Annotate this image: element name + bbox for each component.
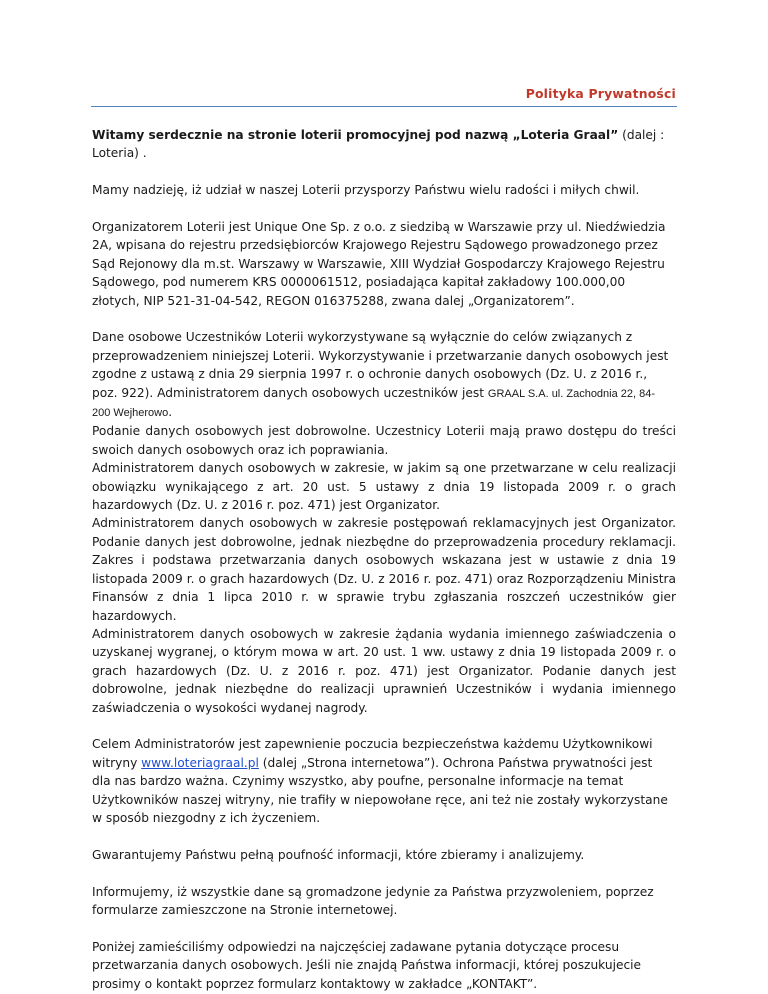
data-admin-address-cont: 200 Wejherowo <box>92 407 169 420</box>
goal-line: Celem Administratorów jest zapewnienie poczucia bezpieczeństwa każdemu Użytkownikowi <box>92 737 653 752</box>
header-divider <box>91 106 677 107</box>
intro-rest-text: (dalej : Loteria) . <box>92 128 665 161</box>
faq-line: prosimy o kontakt poprzez formularz kontaktowy w zakładce „KONTAKT”. <box>92 976 538 991</box>
faq-paragraph <box>92 938 676 993</box>
data-usage-line: zgodne z ustawą z dnia 29 sierpnia 1997 r. o ochronie danych osobowych (Dz. U. z 2016 r., <box>92 367 648 382</box>
document-body <box>92 120 676 993</box>
intro-paragraph <box>92 126 676 163</box>
data-usage-paragraph <box>92 328 676 422</box>
organizer-line: Organizatorem Loterii jest Unique One Sp. z o.o. z siedzibą w Warszawie przy ul. Niedźwiedzia <box>92 220 666 234</box>
data-usage-end: . <box>168 405 173 420</box>
page-title: Polityka Prywatności <box>525 86 676 101</box>
voluntary-paragraph: Podanie danych osobowych jest dobrowolne. Uczestnicy Loterii mają prawo dostępu do treści swoich danych osobowych oraz ich poprawiania. <box>92 424 676 457</box>
data-usage-line: Dane osobowe Uczestników Loterii wykorzystywane są wyłącznie do celów związanych z <box>92 330 633 345</box>
data-admin-address: GRAAL S.A. ul. Zachodnia 22, 84- <box>487 387 656 400</box>
goal-paragraph <box>92 735 676 827</box>
goal-line-suffix: (dalej „Strona internetowa”). Ochrona Państwa prywatności jest <box>258 755 653 770</box>
faq-line: przetwarzania danych osobowych. Jeśli nie znajdą Państwa informacji, której poszukujecie <box>92 958 642 973</box>
guarantee-paragraph: Gwarantujemy Państwu pełną poufność informacji, które zbieramy i analizujemy. <box>92 847 585 862</box>
admin-prize-paragraph: Administratorem danych osobowych w zakresie, w jakim są one przetwarzane w celu realizacji obowiązku wynikającego z art. 20 ust. 5 ustawy z dnia 19 listopada 2009 r. o grach hazardowych (Dz. U. z 2016 r. poz. 471) jest Organizator. <box>92 461 676 513</box>
admin-certificate-paragraph: Administratorem danych osobowych w zakresie żądania wydania imiennego zaświadczenia o uzyskanej wygranej, o którym mowa w art. 20 ust. 1 ww. ustawy z dnia 19 listopada 2009 r. o grach hazardowych (Dz. U. z 2016 r. poz. 471) jest Organizator. Podanie danych jest dobrowolne, jednak niezbędne do realizacji uprawnień Uczestników i wydania imiennego zaświadczenia o wysokości wydanej nagrody. <box>92 626 676 715</box>
goal-line: dla nas bardzo ważna. Czynimy wszystko, aby poufne, personalne informacje na temat <box>92 774 624 789</box>
organizer-line: Sąd Rejonowy dla m.st. Warszawy w Warszawie, XIII Wydział Gospodarczy Krajowego Rejestru <box>92 256 665 271</box>
organizer-line: 2A, wpisana do rejestru przedsiębiorców Krajowego Rejestru Sądowego prowadzonego przez <box>92 238 658 253</box>
data-usage-line: przeprowadzeniem niniejszej Loterii. Wykorzystywanie i przetwarzanie danych osobowych jest <box>92 348 669 363</box>
data-usage-line: poz. 922). Administratorem danych osobowych uczestników jest <box>92 385 488 400</box>
admin-complaints-paragraph: Administratorem danych osobowych w zakresie postępowań reklamacyjnych jest Organizator. Podanie danych jest dobrowolne, jednak niezbędne do przeprowadzenia procedury reklamacji. Zakres i podstawa przetwarzania danych osobowych wskazana jest w ustawie z dnia 19 listopada 2009 r. o grach hazardowych (Dz. U. z 2016 r. poz. 471) oraz Rozporządzeniu Ministra Finansów z dnia 1 lipca 2010 r. w sprawie trybu zgłaszania roszczeń uczestników gier hazardowych. <box>92 516 676 623</box>
inform-line: Informujemy, iż wszystkie dane są gromadzone jedynie za Państwa przyzwoleniem, poprzez <box>92 884 654 899</box>
website-link[interactable]: www.loteriagraal.pl <box>141 755 259 770</box>
organizer-line: Sądowego, pod numerem KRS 0000061512, posiadająca kapitał zakładowy 100.000,00 <box>92 275 626 290</box>
organizer-line: złotych, NIP 521-31-04-542, REGON 016375288, zwana dalej „Organizatorem”. <box>92 293 575 308</box>
goal-line: Użytkowników naszej witryny, nie trafiły w niepowołane ręce, ani też nie zostały wykorzystane <box>92 792 668 807</box>
hope-paragraph: Mamy nadzieję, iż udział w naszej Loterii przysporzy Państwu wielu radości i miłych chwil. <box>92 183 640 198</box>
organizer-paragraph <box>92 218 676 310</box>
inform-line: formularze zamieszczone na Stronie internetowej. <box>92 902 398 917</box>
goal-line: w sposób niezgodny z ich życzeniem. <box>92 810 321 825</box>
faq-line: Poniżej zamieściliśmy odpowiedzi na najczęściej zadawane pytania dotyczące procesu <box>92 939 620 954</box>
inform-paragraph <box>92 883 676 920</box>
goal-line-prefix: witryny <box>92 755 142 770</box>
intro-bold-text: Witamy serdecznie na stronie loterii promocyjnej pod nazwą „Loteria Graal” <box>92 128 619 142</box>
